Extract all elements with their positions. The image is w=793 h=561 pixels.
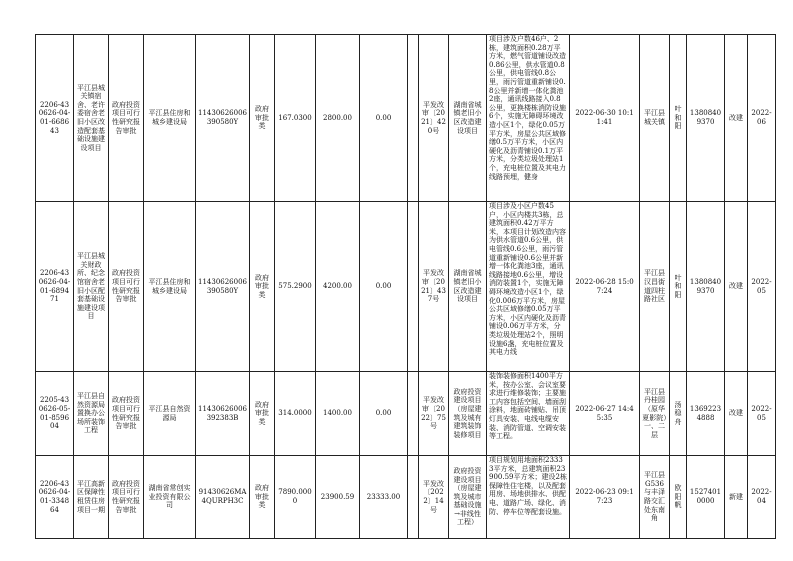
extra-cell [408,372,419,456]
nature-cell: 改建 [725,372,748,456]
approval-type-cell: 政府投资项目可行性研究报告审批 [109,202,144,372]
date-cell: 2022-06-30 10:11:41 [570,35,640,202]
applicant-unit-cell: 平江县自然资源局 [144,372,196,456]
year-cell: 2022-04 [748,456,776,539]
description-cell [487,35,570,202]
description-cell [487,372,570,456]
location-cell: 平江县丹桂园（原华夏影院）一、二层 [640,372,670,456]
year-cell: 2022-05 [748,372,776,456]
project-category-cell: 湖南省城镇老旧小区改造建设项目 [449,202,487,372]
approval-category-cell: 政府审批类 [250,202,275,372]
project-name-cell: 平江县城关镇宿舍、老许委宿舍老旧小区改造配套基础设施建设项目 [74,35,109,202]
approval-category-cell: 政府审批类 [250,35,275,202]
investment-cell: 7890.0000 [275,456,316,539]
applicant-unit-cell: 湖南省常创实业投资有限公司 [144,456,196,539]
credit-code-cell: 91430626MA4QURPH3C [196,456,250,539]
local-amount-cell: 0.00 [360,35,408,202]
applicant-unit-cell: 平江县住房和城乡建设局 [144,35,196,202]
investment-cell: 314.0000 [275,372,316,456]
project-name-cell: 平江县自然资源局置换办公场所装饰工程 [74,372,109,456]
year-cell: 2022-05 [748,202,776,372]
nature-cell: 新建 [725,456,748,539]
date-cell: 2022-06-27 14:45:35 [570,372,640,456]
extra-cell [408,35,419,202]
credit-code-cell: 11430626006390580Y [196,202,250,372]
applicant-unit-cell: 平江县住房和城乡建设局 [144,202,196,372]
project-code-cell: 2206-430626-04-01-668643 [36,35,74,202]
project-code-cell: 2206-430626-04-01-334864 [36,456,74,539]
document-number-cell: 平发改审〔2022〕75号 [419,372,449,456]
nature-cell: 改建 [725,202,748,372]
description-text: 装饰装修面积1400平方米，按办公室、会议室要求进行维修装饰；主要施工内容包括空间、墙面刮涂料，地面砖铺贴、吊顶灯具安装、电线电缆安装、消防管道、空调安装等工程。 [489,372,566,441]
extra-cell [408,202,419,372]
approval-type-cell: 政府投资项目可行性研究报告审批 [109,456,144,539]
phone-cell: 13808409370 [687,35,725,202]
amount-cell: 2800.00 [316,35,360,202]
project-name-cell: 平江县城关财政所、纪念馆宿舍老旧小区配套基础设施建设项目 [74,202,109,372]
description-text: 项目规划用地面积23333平方米，总建筑面积23900.59平方米；建设2栋保障性住宅楼，以及配套用房、场地供排水、供配电、道路广场、绿化、消防、停车位等配套设施。 [489,456,567,516]
extra-cell [408,456,419,539]
year-cell: 2022-06 [748,35,776,202]
local-amount-cell: 0.00 [360,202,408,372]
description-text: 项目涉及户数46户、2栋，建筑面积0.28万平方米，燃气管道铺设改造0.86公里，供水管道0.8公里，供电管线0.8公里，雨污管道重新铺设0.8公里并新增一体化粪池2座，通讯线路接入0.8公里，更换楼栋消防设施6个，实施无障碍环境改造小区1个，绿化0.05万平方米，房屋公共区域修缮0.5万平方米，小区内硬化及沥青铺设0.1万平方米，分类垃圾处理站1个，充电桩位置及其电力线路预埋，健身 [489,35,566,181]
project-table [35,34,776,539]
approval-category-cell: 政府审批类 [250,372,275,456]
description-cell [487,456,570,539]
description-cell [487,202,570,372]
date-cell: 2022-06-23 09:17:23 [570,456,640,539]
table-row [36,202,776,372]
amount-cell: 4200.00 [316,202,360,372]
credit-code-cell: 11430626006392383B [196,372,250,456]
approval-type-cell: 政府投资项目可行性研究报告审批 [109,35,144,202]
local-amount-cell: 23333.00 [360,456,408,539]
project-code-cell: 2206-430626-04-01-689471 [36,202,74,372]
document-number-cell: 平发改审〔2021〕437号 [419,202,449,372]
project-name-cell: 平江高新区保障性租赁住房项目一期 [74,456,109,539]
approval-category-cell: 政府审批类 [250,456,275,539]
contact-person-cell: 汤稳舟 [670,372,687,456]
nature-cell: 改建 [725,35,748,202]
phone-cell: 13808409370 [687,202,725,372]
project-category-cell: 政府投资建设项目（房屋建筑及城市基础设施→非线性工程） [449,456,487,539]
project-category-cell: 湖南省城镇老旧小区改造建设项目 [449,35,487,202]
location-cell: 平江县G536与丰泽路交汇处东南角 [640,456,670,539]
document-number-cell: 平发改审〔2021〕420号 [419,35,449,202]
investment-cell: 575.2900 [275,202,316,372]
project-code-cell: 2205-430626-05-01-859604 [36,372,74,456]
investment-cell: 167.0300 [275,35,316,202]
amount-cell: 23900.59 [316,456,360,539]
table-row [36,372,776,456]
location-cell: 平江县城关镇 [640,35,670,202]
project-category-cell: 政府投资建设项目（房屋建筑及城有建筑装饰装修项目 [449,372,487,456]
contact-person-cell: 欧阳帆 [670,456,687,539]
credit-code-cell: 11430626006390580Y [196,35,250,202]
location-cell: 平江县汉昌街道四柱路社区 [640,202,670,372]
table-row [36,456,776,539]
contact-person-cell: 叶和阳 [670,202,687,372]
date-cell: 2022-06-28 15:07:24 [570,202,640,372]
document-number-cell: 平发改〔2022〕14号 [419,456,449,539]
amount-cell: 1400.00 [316,372,360,456]
phone-cell: 15274010000 [687,456,725,539]
description-text: 项目涉及小区户数45户，小区内楼共3栋，总建筑面积0.42万平方米，本项目计划改造内容为供水管道0.6公里，供电管线0.6公里，雨污管道重新铺设0.6公里并新增一体化粪池3座，通讯线路接地0.6公里，增设消防装置1个，实施无障碍环境改造小区1个，绿化0.006万平方米，房屋公共区域修缮0.05万平方米，小区内硬化及沥青铺设0.06万平方米，分类垃圾处理站2个，照明设施6盏，充电桩位置及其电力线 [489,202,566,357]
local-amount-cell: 0.00 [360,372,408,456]
phone-cell: 13692234888 [687,372,725,456]
table-row [36,35,776,202]
approval-type-cell: 政府投资项目可行性研究报告审批 [109,372,144,456]
contact-person-cell: 叶和阳 [670,35,687,202]
